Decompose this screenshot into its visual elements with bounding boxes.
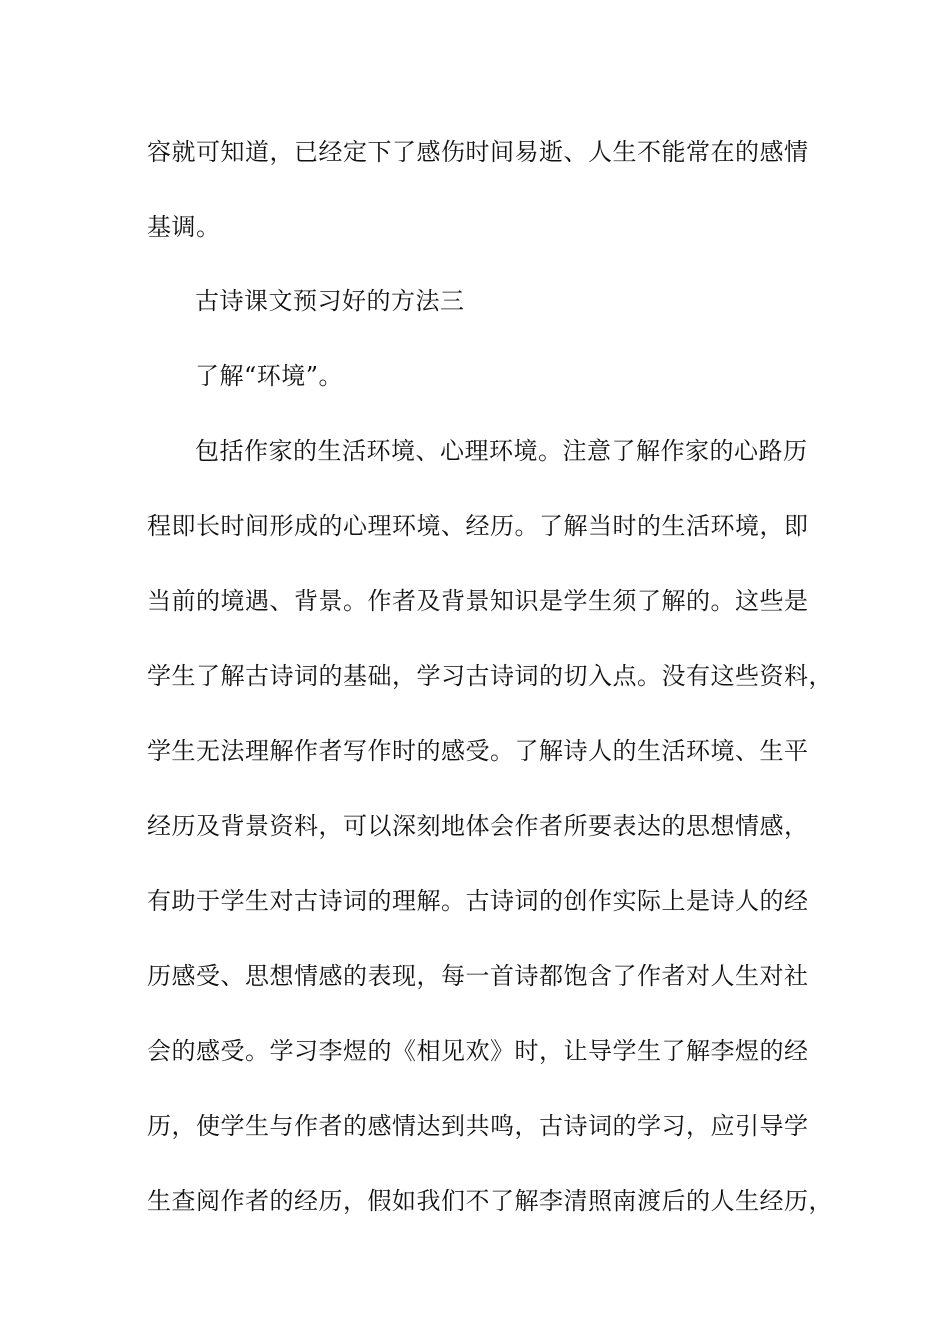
text-line: 当前的境遇、背景。作者及背景知识是学生须了解的。这些是	[147, 587, 809, 615]
text-line: 有助于学生对古诗词的理解。古诗词的创作实际上是诗人的经	[147, 887, 809, 915]
section-heading: 古诗课文预习好的方法三	[195, 287, 465, 315]
text-line: 学生无法理解作者写作时的感受。了解诗人的生活环境、生平	[147, 737, 809, 765]
section-subheading: 了解“环境”。	[195, 362, 344, 390]
text-line: 历感受、思想情感的表现，每一首诗都饱含了作者对人生对社	[147, 962, 809, 990]
paragraph-first-line: 包括作家的生活环境、心理环境。注意了解作家的心路历	[195, 437, 808, 465]
text-line: 生查阅作者的经历，假如我们不了解李清照南渡后的人生经历，	[147, 1187, 833, 1215]
text-line: 经历及背景资料，可以深刻地体会作者所要表达的思想情感，	[147, 812, 809, 840]
text-line: 历，使学生与作者的感情达到共鸣，古诗词的学习，应引导学	[147, 1112, 809, 1140]
text-line: 程即长时间形成的心理环境、经历。了解当时的生活环境，即	[147, 512, 809, 540]
text-line: 会的感受。学习李煜的《相见欢》时，让导学生了解李煜的经	[147, 1037, 809, 1065]
text-line: 学生了解古诗词的基础，学习古诗词的切入点。没有这些资料，	[147, 662, 833, 690]
text-line: 基调。	[147, 213, 221, 241]
text-line: 容就可知道，已经定下了感伤时间易逝、人生不能常在的感情	[147, 138, 809, 166]
